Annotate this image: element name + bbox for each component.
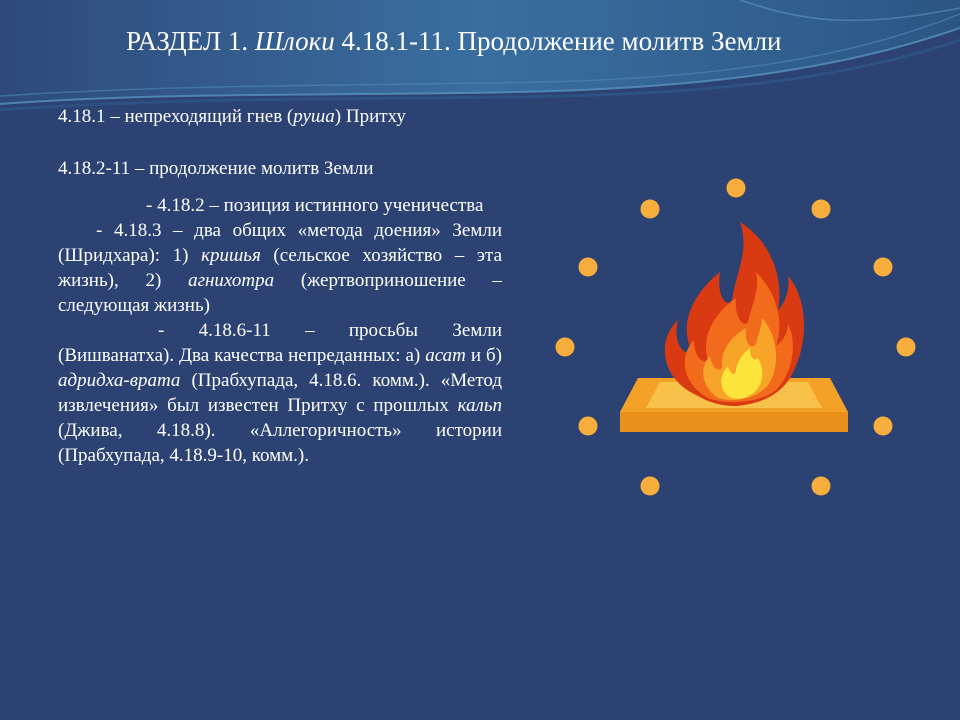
title-italic-word: Шлоки xyxy=(254,26,335,56)
dot xyxy=(556,338,575,357)
text-run: 4.18.1 – непреходящий гнев ( xyxy=(58,106,294,127)
paragraph-4-18-2-11: 4.18.2-11 – продолжение молитв Земли xyxy=(58,158,374,179)
text-run: - 4.18.6-11 – просьбы Земли (Вишванатха). Два качества непреданных: а) xyxy=(58,320,502,366)
italic-term: агнихотра xyxy=(188,270,275,291)
paragraph-4-18-1 xyxy=(58,104,502,129)
text-run: ) Притху xyxy=(334,106,406,127)
slide-title xyxy=(126,26,946,57)
text-run: (сельское хозяйство – эта жизнь), 2) xyxy=(58,245,502,291)
italic-term: руша xyxy=(293,106,335,127)
dot xyxy=(874,417,893,436)
italic-term: адридха-врата xyxy=(58,370,181,391)
dot xyxy=(812,200,831,219)
italic-term: кришья xyxy=(201,245,261,266)
title-rest: 4.18.1-11. Продолжение молитв Земли xyxy=(334,26,782,56)
dot xyxy=(874,258,893,277)
dot xyxy=(727,179,746,198)
header-wave-background xyxy=(0,0,960,120)
paragraph-4-18-6-11 xyxy=(58,318,502,468)
text-run: (Джива, 4.18.8). «Аллегоричность» истории (Прабхупада, 4.18.9-10, комм.). xyxy=(58,420,502,466)
flames xyxy=(665,222,804,406)
paragraph-4-18-2: - 4.18.2 – позиция истинного ученичества xyxy=(146,195,484,216)
fire-altar-icon xyxy=(540,168,930,508)
dot xyxy=(579,417,598,436)
dot xyxy=(812,477,831,496)
italic-term: кальп xyxy=(457,395,502,416)
dot xyxy=(641,200,660,219)
text-run: и б) xyxy=(465,345,502,366)
text-run: (жертвоприношение – следующая жизнь) xyxy=(58,270,502,316)
dot xyxy=(579,258,598,277)
dot xyxy=(641,477,660,496)
text-run: (Прабхупада, 4.18.6. комм.). «Метод извлечения» был известен Притху с прошлых xyxy=(58,370,502,416)
title-section: РАЗДЕЛ 1. xyxy=(126,26,255,56)
dot xyxy=(897,338,916,357)
text-run: - 4.18.3 – два общих «метода доения» Земли (Шридхара): 1) xyxy=(58,220,502,266)
paragraph-4-18-3 xyxy=(58,218,502,318)
italic-term: асат xyxy=(425,345,466,366)
slide-body xyxy=(58,104,502,468)
